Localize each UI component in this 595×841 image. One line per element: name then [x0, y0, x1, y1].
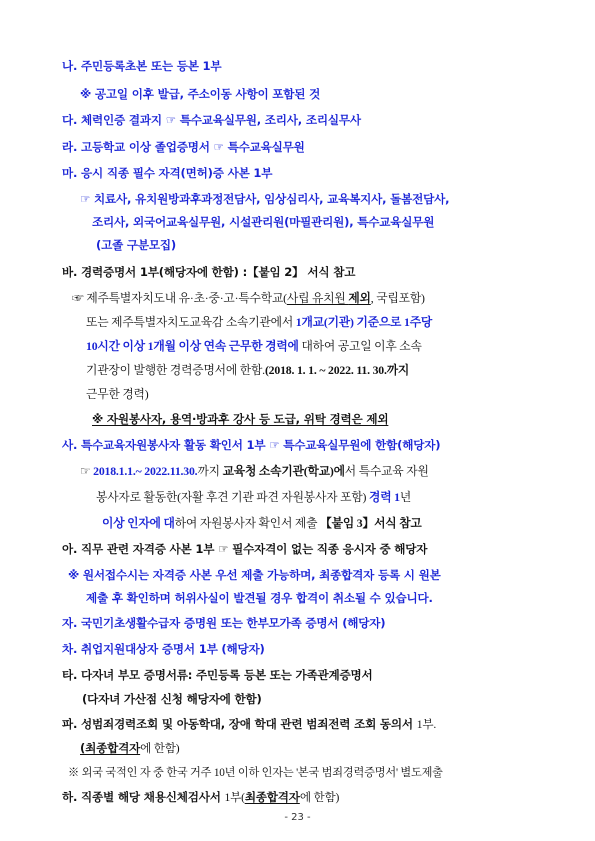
item-ta-multi-child: 타. 다자녀 부모 증명서류: 주민등록 등본 또는 가족관계증명서 — [62, 668, 373, 682]
volunteer-condition-text: 년 — [399, 490, 412, 504]
career-criteria-highlight: 1개교(기관) 기준으로 1주당 — [295, 315, 433, 329]
volunteer-career-highlight: 이상 인자에 대 — [102, 516, 175, 530]
item-ha-medical-check — [62, 789, 339, 806]
volunteer-condition-text: 서 특수교육 자원 — [344, 464, 429, 478]
career-criteria-highlight: 10시간 이상 1개월 이상 연속 근무한 경력에 — [86, 339, 299, 353]
career-condition-line-1 — [72, 290, 425, 306]
item-na-resident-register: 나. 주민등록초본 또는 등본 1부 — [62, 59, 222, 73]
volunteer-condition-line-3 — [102, 515, 422, 531]
career-condition-text: 기관장이 발행한 경력증명서에 한함. — [86, 363, 265, 377]
volunteer-condition-text: 까지 — [197, 464, 223, 478]
item-sa-volunteer-confirmation: 사. 특수교육자원봉사자 활동 확인서 1부 ☞ 특수교육실무원에 한함(해당자) — [62, 438, 441, 452]
crime-check-text: 파. 성범죄경력조회 및 아동학대, 장애 학대 관련 범죄전력 조회 동의서 — [62, 717, 417, 731]
career-condition-line-3 — [86, 338, 422, 354]
note-issue-after-announcement: ※ 공고일 이후 발급, 주소이동 사항이 포함된 것 — [80, 87, 321, 101]
one-copy-text: 1부( — [224, 791, 245, 804]
item-ja-basic-livelihood: 자. 국민기초생활수급자 증명원 또는 한부모가족 증명서 (해당자) — [62, 616, 386, 630]
excluded-text: 제외 — [348, 291, 371, 305]
national-included-text: , 국립포함) — [370, 291, 425, 305]
career-condition-text: 대하여 공고일 이후 소속 — [298, 339, 422, 353]
only-text: 에 한함) — [140, 742, 180, 755]
item-ba-career-certificate: 바. 경력증명서 1부(해당자에 한함) :【붙임 2】 서식 참고 — [62, 265, 356, 279]
career-condition-text: ☞ 제주특별자치도내 유·초·중·고·특수학교( — [72, 291, 287, 305]
item-pa-sex-crime-check — [62, 716, 436, 733]
note-original-submission-line-2: 제출 후 확인하며 허위사실이 발견될 경우 합격이 취소될 수 있습니다. — [86, 591, 433, 605]
final-passers-text: (최종합격자 — [80, 741, 141, 755]
final-passers-text: 최종합격자 — [244, 790, 300, 804]
item-a-job-certificate: 아. 직무 관련 자격증 사본 1부 ☞ 필수자격이 없는 직종 응시자 중 해당자 — [62, 542, 428, 556]
multi-child-note: (다자녀 가산점 신청 해당자에 한함) — [82, 692, 262, 706]
license-applicable-jobs-line-1: ☞ 치료사, 유치원방과후과정전담사, 임상심리사, 교육복지사, 돌봄전담사, — [80, 192, 450, 206]
pointer-icon: ☞ — [80, 464, 94, 478]
license-applicable-jobs-line-2: 조리사, 외국어교육실무원, 시설관리원(마필관리원), 특수교육실무원 — [92, 215, 435, 229]
office-affiliated-text: 교육청 소속기관(학교)에 — [222, 464, 345, 478]
volunteer-period-text: 2018.1.1.~ 2022.11.30. — [93, 464, 198, 478]
volunteer-career-highlight: 경력 1 — [369, 490, 400, 504]
career-condition-line-2 — [86, 314, 432, 330]
career-condition-line-5: 근무한 경력) — [86, 387, 149, 401]
volunteer-condition-line-2 — [96, 489, 411, 505]
volunteer-condition-text: 봉사자로 활동한(자활 후견 기관 파견 자원봉사자 포함) — [96, 490, 370, 504]
note-excluded-careers: ※ 자원봉사자, 용역·방과후 강사 등 도급, 위탁 경력은 제외 — [92, 412, 389, 426]
note-original-submission-line-1: ※ 원서접수시는 자격증 사본 우선 제출 가능하며, 최종합격자 등록 시 원본 — [68, 568, 441, 582]
career-condition-line-4 — [86, 362, 409, 378]
private-kindergarten-text: 사립 유치원 — [286, 291, 349, 305]
career-condition-text: 또는 제주특별자치도교육감 소속기관에서 — [86, 315, 296, 329]
volunteer-condition-text: 하여 자원봉사자 확인서 제출 — [174, 516, 321, 530]
license-applicable-jobs-line-3: (고졸 구분모집) — [96, 238, 177, 252]
item-cha-employment-support: 차. 취업지원대상자 증명서 1부 (해당자) — [62, 642, 265, 656]
medical-check-text: 하. 직종별 해당 채용신체검사서 — [62, 790, 225, 804]
page-number: - 23 - — [284, 812, 311, 823]
attachment-3-reference: 【붙임 3】서식 참고 — [320, 516, 422, 530]
note-foreign-nationals: ※ 외국 국적인 자 중 한국 거주 10년 이하 인자는 '본국 범죄경력증명서' 별도제출 — [68, 767, 443, 779]
career-period-text: (2018. 1. 1. ~ 2022. 11. 30.까지 — [264, 363, 410, 377]
item-ra-graduation-certificate: 라. 고등학교 이상 졸업증명서 ☞ 특수교육실무원 — [62, 140, 305, 154]
item-da-fitness-certification: 다. 체력인증 결과지 ☞ 특수교육실무원, 조리사, 조리실무사 — [62, 113, 361, 127]
one-copy-text: 1부. — [416, 718, 437, 731]
volunteer-condition-line-1 — [80, 463, 429, 479]
item-ma-license-copy: 마. 응시 직종 필수 자격(면허)증 사본 1부 — [62, 166, 273, 180]
final-passers-note — [80, 740, 179, 757]
only-text: 에 한함) — [299, 791, 340, 804]
